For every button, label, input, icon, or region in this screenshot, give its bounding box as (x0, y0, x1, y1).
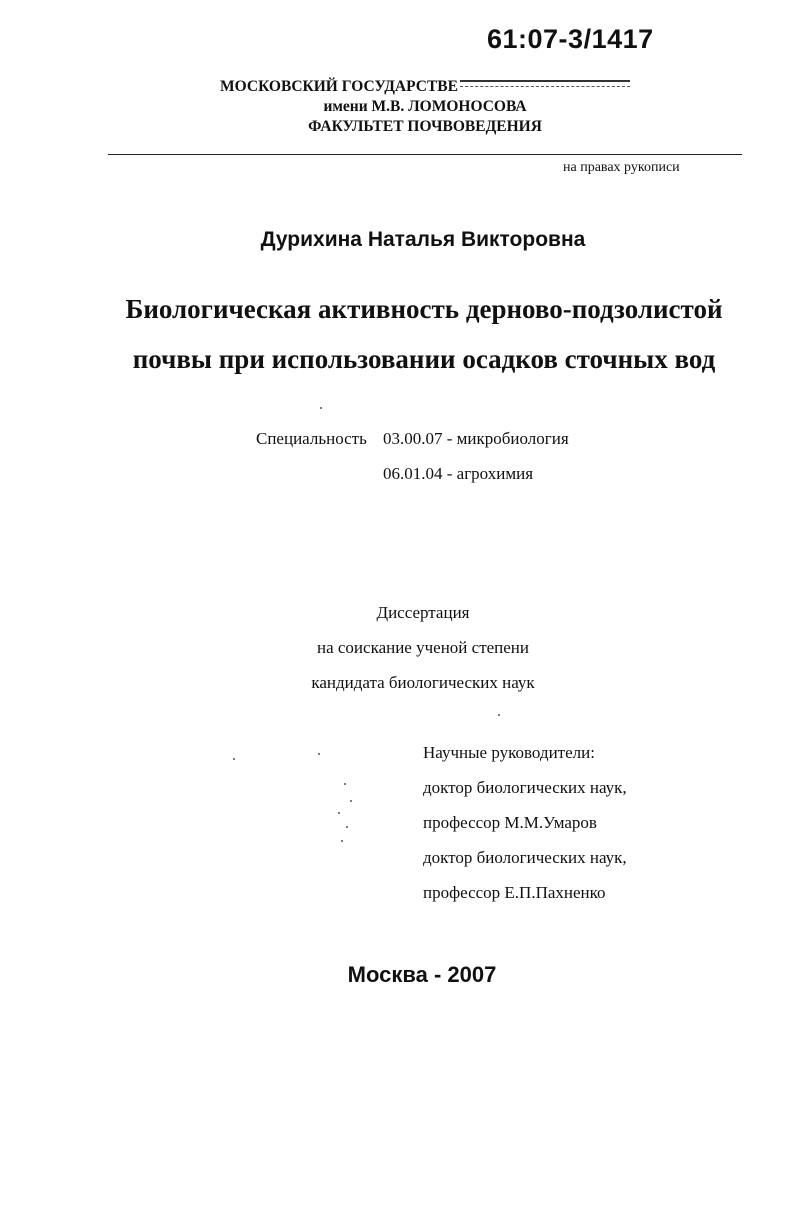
scan-speck (233, 758, 235, 760)
scan-speck (320, 407, 322, 409)
obscured-text-scan-artifact (460, 80, 630, 87)
author-name: Дурихина Наталья Викторовна (260, 228, 586, 251)
institution-dedication: имени М.В. ЛОМОНОСОВА (323, 98, 527, 115)
specialty-label: Специальность (256, 429, 367, 448)
institution-name-text: МОСКОВСКИЙ ГОСУДАРСТВЕ (220, 78, 458, 95)
scan-speck (338, 812, 340, 814)
place-and-year: Москва - 2007 (347, 962, 497, 987)
scan-speck (498, 714, 500, 716)
thesis-title-line-2: почвы при использовании осадков сточных вод (132, 344, 716, 374)
specialty-item: 06.01.04 - агрохимия (383, 464, 534, 483)
thesis-title-line-1: Биологическая активность дерново-подзолистой (125, 294, 723, 324)
manuscript-rights-note: на правах рукописи (563, 160, 680, 175)
faculty-name: ФАКУЛЬТЕТ ПОЧВОВЕДЕНИЯ (308, 118, 542, 135)
institution-name (0, 78, 798, 96)
supervisor-line: доктор биологических наук, (423, 778, 627, 797)
scan-speck (318, 753, 320, 755)
scan-speck (350, 800, 352, 802)
supervisors-heading: Научные руководители: (423, 743, 595, 762)
dissertation-type: Диссертация (376, 603, 470, 622)
scan-speck (341, 840, 343, 842)
supervisor-line: профессор Е.П.Пахненко (423, 883, 606, 902)
header-divider (108, 154, 742, 155)
degree-purpose: на соискание ученой степени (316, 638, 530, 657)
scan-speck (344, 783, 346, 785)
scan-speck (346, 826, 348, 828)
degree-name: кандидата биологических наук (311, 673, 535, 692)
catalog-number: 61:07-3/1417 (487, 24, 654, 54)
specialty-item: 03.00.07 - микробиология (383, 429, 569, 448)
supervisor-line: доктор биологических наук, (423, 848, 627, 867)
supervisor-line: профессор М.М.Умаров (423, 813, 597, 832)
